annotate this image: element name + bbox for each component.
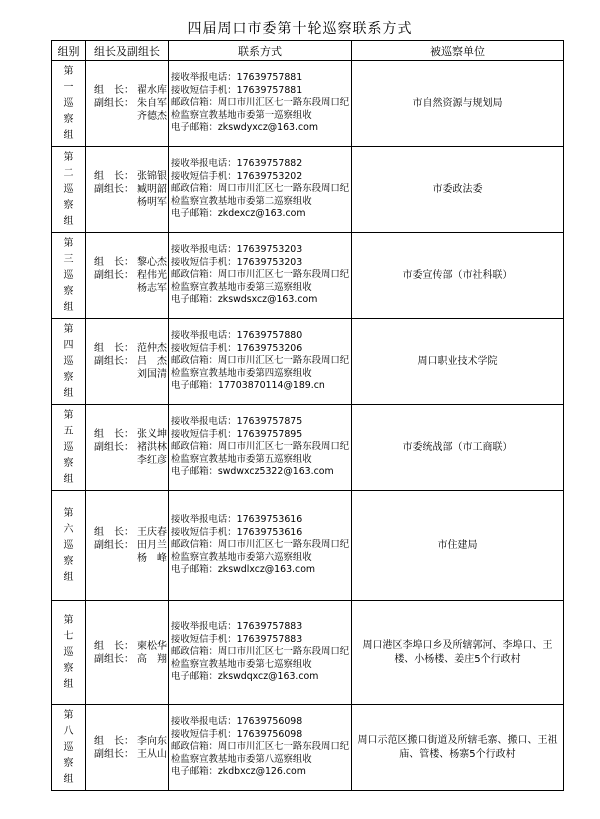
group-name-char: 察 [63, 285, 74, 297]
table-row [52, 601, 564, 705]
unit-cell [352, 61, 564, 147]
deputy-role-label [94, 368, 130, 381]
group-name-char: 八 [63, 725, 74, 737]
contact-cell [169, 147, 352, 233]
inspected-unit: 周口职业技术学院 [417, 355, 498, 367]
leaders-cell [86, 491, 169, 601]
group-name-char: 巡 [63, 441, 74, 453]
deputy-name: 褚洪林 [137, 442, 167, 453]
deputy-line [94, 110, 168, 123]
deputy-line [94, 282, 168, 295]
contact-info [169, 158, 351, 221]
leader-line [94, 256, 168, 269]
email-address: 电子邮箱：zkswdyxcz@163.com [171, 122, 319, 134]
contact-cell [169, 233, 352, 319]
group-name [52, 150, 85, 230]
leader-line [94, 428, 168, 441]
deputy-line [94, 441, 168, 454]
header-group: 组别 [52, 41, 86, 61]
leader-line [94, 342, 168, 355]
group-name-char: 第 [63, 614, 74, 626]
leaders-list [86, 84, 168, 123]
group-name-char: 组 [63, 301, 74, 313]
page-title: 四届周口市委第十轮巡察联系方式 [187, 21, 413, 37]
group-name-char: 巡 [63, 183, 74, 195]
email-address: 电子邮箱：17703870114@189.cn [171, 380, 325, 392]
table-row [52, 319, 564, 405]
sms-phone: 接收短信手机：17639757881 [171, 84, 303, 96]
group-name-char: 巡 [63, 97, 74, 109]
leader-role-label: 组 长： [94, 257, 134, 268]
report-phone: 接收举报电话：17639753616 [171, 514, 303, 526]
leaders-cell [86, 705, 169, 791]
leader-role-label: 组 长： [94, 735, 134, 747]
table-row [52, 233, 564, 319]
sms-phone: 接收短信手机：17639757895 [171, 428, 303, 440]
inspected-unit: 市自然资源与规划局 [412, 97, 503, 109]
leader-name: 张义坤 [137, 429, 167, 440]
deputy-name: 刘国清 [137, 369, 167, 380]
deputy-line [94, 269, 168, 282]
leader-name: 王庆春 [137, 527, 167, 538]
group-name-char: 察 [63, 757, 74, 769]
group-name-char: 第 [63, 151, 74, 163]
email-address: 电子邮箱：zkdbxcz@126.com [171, 766, 306, 778]
deputy-line [94, 97, 168, 110]
table-row [52, 705, 564, 791]
leaders-cell [86, 233, 169, 319]
group-name-char: 组 [63, 473, 74, 485]
leader-line [94, 735, 168, 748]
leader-line [94, 170, 168, 183]
inspected-unit: 市委统战部（市工商联） [402, 441, 513, 453]
deputy-line [94, 196, 168, 209]
postal-address: 邮政信箱：周口市川汇区七一路东段周口纪检监察宣教基地市委第一巡察组收 [171, 97, 350, 121]
group-name [52, 64, 85, 144]
deputy-name: 高 翔 [137, 653, 167, 665]
contact-info [169, 514, 351, 577]
group-name-char: 巡 [63, 646, 74, 658]
deputy-role-label: 副组长： [94, 98, 134, 109]
group-name-char: 察 [63, 457, 74, 469]
contact-cell [169, 491, 352, 601]
table-row [52, 147, 564, 233]
report-phone: 接收举报电话：17639757883 [171, 621, 303, 633]
postal-address: 邮政信箱：周口市川汇区七一路东段周口纪检监察宣教基地市委第三巡察组收 [171, 269, 350, 293]
leaders-list [86, 428, 168, 467]
group-name-char: 察 [63, 555, 74, 567]
group-name-char: 第 [63, 709, 74, 721]
unit-cell [352, 147, 564, 233]
deputy-name: 李红彦 [137, 455, 167, 466]
leaders-cell [86, 405, 169, 491]
contact-cell [169, 601, 352, 705]
unit-cell [352, 319, 564, 405]
deputy-role-label: 副组长： [94, 748, 134, 760]
unit-cell [352, 705, 564, 791]
group-name-char: 组 [63, 571, 74, 583]
leaders-cell [86, 147, 169, 233]
deputy-name: 吕 杰 [137, 356, 167, 367]
sms-phone: 接收短信手机：17639753202 [171, 170, 303, 182]
sms-phone: 接收短信手机：17639757883 [171, 633, 303, 645]
group-name-char: 察 [63, 371, 74, 383]
contact-cell [169, 405, 352, 491]
group-name-char: 七 [63, 630, 74, 642]
header-unit: 被巡察单位 [352, 41, 564, 61]
deputy-role-label: 副组长： [94, 442, 134, 453]
group-name-char: 第 [63, 237, 74, 249]
group-cell [52, 233, 86, 319]
contact-cell [169, 705, 352, 791]
deputy-role-label: 副组长： [94, 356, 134, 367]
contact-info [169, 72, 351, 135]
contact-cell [169, 61, 352, 147]
postal-address: 邮政信箱：周口市川汇区七一路东段周口纪检监察宣教基地市委第二巡察组收 [171, 183, 350, 207]
group-name-char: 察 [63, 199, 74, 211]
group-cell [52, 319, 86, 405]
leader-role-label: 组 长： [94, 343, 134, 354]
leaders-cell [86, 319, 169, 405]
leaders-cell [86, 61, 169, 147]
table-row [52, 61, 564, 147]
group-name-char: 第 [63, 323, 74, 335]
email-address: 电子邮箱：swdwxcz5322@163.com [171, 466, 334, 478]
group-name-char: 三 [63, 253, 74, 265]
group-cell [52, 705, 86, 791]
email-address: 电子邮箱：zkdexcz@163.com [171, 208, 306, 220]
deputy-role-label [94, 110, 130, 123]
unit-cell [352, 405, 564, 491]
leaders-list [86, 640, 168, 666]
deputy-line [94, 183, 168, 196]
deputy-role-label: 副组长： [94, 653, 134, 665]
report-phone: 接收举报电话：17639757881 [171, 72, 303, 84]
report-phone: 接收举报电话：17639757880 [171, 330, 303, 342]
group-name-char: 组 [63, 773, 74, 785]
leader-line [94, 640, 168, 653]
deputy-name: 朱自军 [137, 98, 167, 109]
postal-address: 邮政信箱：周口市川汇区七一路东段周口纪检监察宣教基地市委第六巡察组收 [171, 539, 350, 563]
inspection-contact-table [51, 40, 564, 791]
report-phone: 接收举报电话：17639757882 [171, 158, 303, 170]
group-name [52, 506, 85, 586]
deputy-role-label [94, 282, 130, 295]
group-name-char: 察 [63, 662, 74, 674]
inspected-unit: 周口示范区搬口街道及所辖毛寨、搬口、王祖庙、管楼、杨寨5个行政村 [357, 734, 558, 760]
leader-name: 柬松华 [137, 640, 167, 652]
deputy-role-label [94, 552, 130, 565]
deputy-name: 杨 峰 [137, 553, 167, 564]
deputy-name: 王从山 [137, 748, 167, 760]
deputy-role-label: 副组长： [94, 270, 134, 281]
leader-role-label: 组 长： [94, 171, 134, 182]
contact-cell [169, 319, 352, 405]
group-name [52, 322, 85, 402]
group-name-char: 巡 [63, 539, 74, 551]
leader-name: 黎心杰 [137, 257, 167, 268]
group-name-char: 第 [63, 409, 74, 421]
deputy-role-label: 副组长： [94, 540, 134, 551]
deputy-line [94, 368, 168, 381]
deputy-line [94, 653, 168, 666]
deputy-line [94, 454, 168, 467]
group-name-char: 六 [63, 523, 74, 535]
deputy-name: 杨明军 [137, 197, 167, 208]
unit-cell [352, 491, 564, 601]
group-name-char: 巡 [63, 269, 74, 281]
group-name-char: 察 [63, 113, 74, 125]
inspected-unit: 市委政法委 [432, 183, 483, 195]
deputy-name: 程伟光 [137, 270, 167, 281]
postal-address: 邮政信箱：周口市川汇区七一路东段周口纪检监察宣教基地市委第七巡察组收 [171, 646, 350, 670]
sms-phone: 接收短信手机：17639756098 [171, 728, 303, 740]
leader-name: 范仲杰 [137, 343, 167, 354]
deputy-name: 齐德杰 [137, 111, 167, 122]
table-header-row [52, 41, 564, 61]
postal-address: 邮政信箱：周口市川汇区七一路东段周口纪检监察宣教基地市委第八巡察组收 [171, 741, 350, 765]
leader-line [94, 84, 168, 97]
group-name [52, 408, 85, 488]
leaders-list [86, 735, 168, 761]
group-name-char: 巡 [63, 355, 74, 367]
group-name [52, 613, 85, 693]
group-name-char: 巡 [63, 741, 74, 753]
email-address: 电子邮箱：zkswdqxcz@163.com [171, 671, 319, 683]
deputy-role-label: 副组长： [94, 184, 134, 195]
group-cell [52, 147, 86, 233]
leaders-list [86, 256, 168, 295]
contact-info [169, 416, 351, 479]
header-contact: 联系方式 [169, 41, 352, 61]
contact-info [169, 244, 351, 307]
group-name [52, 708, 85, 788]
deputy-line [94, 539, 168, 552]
leaders-list [86, 526, 168, 565]
leader-name: 张锦银 [137, 171, 167, 182]
unit-cell [352, 233, 564, 319]
inspected-unit: 市住建局 [437, 539, 478, 551]
table-row [52, 491, 564, 601]
leaders-cell [86, 601, 169, 705]
report-phone: 接收举报电话：17639757875 [171, 416, 303, 428]
group-name-char: 组 [63, 387, 74, 399]
group-name-char: 第 [63, 65, 74, 77]
group-name-char: 组 [63, 129, 74, 141]
deputy-name: 田月兰 [137, 540, 167, 551]
leaders-list [86, 342, 168, 381]
group-name-char: 四 [63, 339, 74, 351]
group-name-char: 一 [63, 81, 74, 93]
sms-phone: 接收短信手机：17639753616 [171, 526, 303, 538]
group-name-char: 第 [63, 507, 74, 519]
leader-name: 翟水库 [137, 85, 167, 96]
inspected-unit: 市委宣传部（市社科联） [402, 269, 513, 281]
deputy-name: 杨志军 [137, 283, 167, 294]
group-name-char: 二 [63, 167, 74, 179]
group-name [52, 236, 85, 316]
contact-info [169, 716, 351, 779]
email-address: 电子邮箱：zkswdsxcz@163.com [171, 294, 318, 306]
unit-cell [352, 601, 564, 705]
deputy-line [94, 552, 168, 565]
contact-info [169, 621, 351, 684]
deputy-line [94, 355, 168, 368]
inspected-unit: 周口港区李埠口乡及所辖郭河、李埠口、王楼、小杨楼、姜庄5个行政村 [362, 639, 553, 665]
group-name-char: 组 [63, 678, 74, 690]
leader-role-label: 组 长： [94, 429, 134, 440]
sms-phone: 接收短信手机：17639753203 [171, 256, 303, 268]
leader-line [94, 526, 168, 539]
leader-role-label: 组 长： [94, 527, 134, 538]
deputy-name: 臧明韶 [137, 184, 167, 195]
postal-address: 邮政信箱：周口市川汇区七一路东段周口纪检监察宣教基地市委第四巡察组收 [171, 355, 350, 379]
postal-address: 邮政信箱：周口市川汇区七一路东段周口纪检监察宣教基地市委第五巡察组收 [171, 441, 350, 465]
email-address: 电子邮箱：zkswdlxcz@163.com [171, 564, 316, 576]
group-name-char: 组 [63, 215, 74, 227]
leader-role-label: 组 长： [94, 640, 134, 652]
header-leaders: 组长及副组长 [86, 41, 169, 61]
leaders-list [86, 170, 168, 209]
group-cell [52, 601, 86, 705]
leader-role-label: 组 长： [94, 85, 134, 96]
sms-phone: 接收短信手机：17639753206 [171, 342, 303, 354]
report-phone: 接收举报电话：17639753203 [171, 244, 303, 256]
table-row [52, 405, 564, 491]
group-name-char: 五 [63, 425, 74, 437]
report-phone: 接收举报电话：17639756098 [171, 716, 303, 728]
group-cell [52, 61, 86, 147]
deputy-line [94, 748, 168, 761]
contact-info [169, 330, 351, 393]
group-cell [52, 491, 86, 601]
leader-name: 李向东 [137, 735, 167, 747]
deputy-role-label [94, 196, 130, 209]
deputy-role-label [94, 454, 130, 467]
group-cell [52, 405, 86, 491]
